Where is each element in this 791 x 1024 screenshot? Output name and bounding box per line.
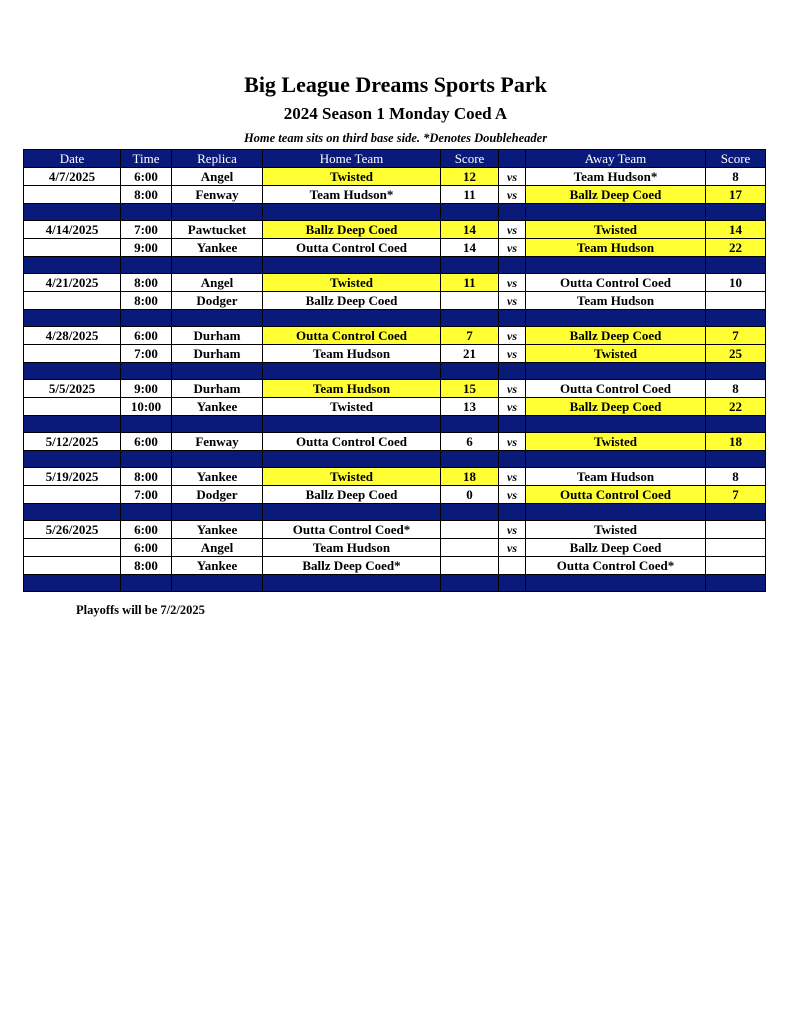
vs-cell: [499, 557, 526, 575]
vs-cell: vs: [499, 274, 526, 292]
vs-cell: vs: [499, 221, 526, 239]
away-score-cell: 22: [706, 239, 766, 257]
separator-cell: [441, 504, 499, 521]
separator-cell: [263, 204, 441, 221]
game-row: [24, 345, 766, 363]
separator-cell: [499, 204, 526, 221]
week-separator: [24, 575, 766, 592]
week-separator: [24, 363, 766, 380]
date-cell: 4/14/2025: [24, 221, 121, 239]
col-header-home-score: Score: [441, 150, 499, 168]
separator-cell: [263, 575, 441, 592]
replica-cell: Yankee: [172, 557, 263, 575]
separator-cell: [24, 363, 121, 380]
col-header-replica: Replica: [172, 150, 263, 168]
game-row: [24, 186, 766, 204]
separator-cell: [24, 504, 121, 521]
away-score-cell: [706, 557, 766, 575]
separator-cell: [526, 575, 706, 592]
time-cell: 10:00: [121, 398, 172, 416]
separator-cell: [526, 416, 706, 433]
separator-cell: [263, 416, 441, 433]
vs-cell: vs: [499, 433, 526, 451]
time-cell: 6:00: [121, 539, 172, 557]
replica-cell: Durham: [172, 345, 263, 363]
replica-cell: Dodger: [172, 292, 263, 310]
away-score-cell: [706, 521, 766, 539]
time-cell: 6:00: [121, 168, 172, 186]
separator-cell: [499, 257, 526, 274]
date-cell: [24, 398, 121, 416]
game-row: [24, 292, 766, 310]
vs-cell: vs: [499, 539, 526, 557]
col-header-home-team: Home Team: [263, 150, 441, 168]
game-row: [24, 168, 766, 186]
separator-cell: [526, 451, 706, 468]
separator-cell: [263, 451, 441, 468]
home-score-cell: 7: [441, 327, 499, 345]
date-cell: [24, 539, 121, 557]
separator-cell: [172, 451, 263, 468]
time-cell: 8:00: [121, 292, 172, 310]
separator-cell: [441, 363, 499, 380]
date-cell: [24, 345, 121, 363]
away-team-cell: Twisted: [526, 221, 706, 239]
time-cell: 7:00: [121, 345, 172, 363]
vs-cell: vs: [499, 380, 526, 398]
game-row: [24, 468, 766, 486]
away-team-cell: Team Hudson*: [526, 168, 706, 186]
date-cell: 5/5/2025: [24, 380, 121, 398]
replica-cell: Angel: [172, 539, 263, 557]
replica-cell: Yankee: [172, 468, 263, 486]
home-score-cell: 0: [441, 486, 499, 504]
separator-cell: [441, 310, 499, 327]
away-score-cell: [706, 292, 766, 310]
schedule-body: [24, 168, 766, 592]
away-score-cell: 18: [706, 433, 766, 451]
replica-cell: Fenway: [172, 186, 263, 204]
replica-cell: Angel: [172, 274, 263, 292]
time-cell: 6:00: [121, 327, 172, 345]
separator-cell: [172, 416, 263, 433]
game-row: [24, 274, 766, 292]
home-score-cell: 21: [441, 345, 499, 363]
home-team-cell: Team Hudson: [263, 539, 441, 557]
separator-cell: [499, 575, 526, 592]
date-cell: [24, 186, 121, 204]
separator-cell: [172, 310, 263, 327]
replica-cell: Durham: [172, 380, 263, 398]
separator-cell: [706, 204, 766, 221]
separator-cell: [24, 451, 121, 468]
vs-cell: vs: [499, 239, 526, 257]
separator-cell: [499, 451, 526, 468]
date-cell: 4/28/2025: [24, 327, 121, 345]
separator-cell: [24, 204, 121, 221]
separator-cell: [172, 504, 263, 521]
date-cell: 5/12/2025: [24, 433, 121, 451]
home-team-cell: Ballz Deep Coed: [263, 292, 441, 310]
separator-cell: [121, 257, 172, 274]
vs-cell: vs: [499, 468, 526, 486]
week-separator: [24, 504, 766, 521]
home-score-cell: [441, 539, 499, 557]
week-separator: [24, 310, 766, 327]
vs-cell: vs: [499, 168, 526, 186]
separator-cell: [706, 575, 766, 592]
vs-cell: vs: [499, 292, 526, 310]
col-header-away-score: Score: [706, 150, 766, 168]
separator-cell: [706, 363, 766, 380]
separator-cell: [24, 575, 121, 592]
away-team-cell: Team Hudson: [526, 292, 706, 310]
date-cell: [24, 557, 121, 575]
time-cell: 9:00: [121, 380, 172, 398]
game-row: [24, 539, 766, 557]
game-row: [24, 486, 766, 504]
separator-cell: [706, 257, 766, 274]
separator-cell: [499, 416, 526, 433]
separator-cell: [172, 363, 263, 380]
home-score-cell: [441, 557, 499, 575]
away-team-cell: Outta Control Coed*: [526, 557, 706, 575]
home-score-cell: [441, 292, 499, 310]
home-team-cell: Outta Control Coed: [263, 327, 441, 345]
home-team-cell: Ballz Deep Coed*: [263, 557, 441, 575]
col-header-date: Date: [24, 150, 121, 168]
col-header-time: Time: [121, 150, 172, 168]
home-team-cell: Outta Control Coed: [263, 433, 441, 451]
separator-cell: [24, 257, 121, 274]
replica-cell: Pawtucket: [172, 221, 263, 239]
home-team-cell: Ballz Deep Coed: [263, 221, 441, 239]
replica-cell: Yankee: [172, 521, 263, 539]
vs-cell: vs: [499, 327, 526, 345]
separator-cell: [121, 310, 172, 327]
separator-cell: [263, 363, 441, 380]
separator-cell: [263, 257, 441, 274]
away-team-cell: Team Hudson: [526, 468, 706, 486]
home-team-cell: Twisted: [263, 468, 441, 486]
game-row: [24, 398, 766, 416]
header-row: [24, 150, 766, 168]
separator-cell: [441, 416, 499, 433]
separator-cell: [263, 310, 441, 327]
time-cell: 9:00: [121, 239, 172, 257]
home-score-cell: 15: [441, 380, 499, 398]
date-cell: 5/19/2025: [24, 468, 121, 486]
home-team-cell: Twisted: [263, 274, 441, 292]
date-cell: [24, 292, 121, 310]
home-score-cell: 13: [441, 398, 499, 416]
separator-cell: [706, 310, 766, 327]
home-team-cell: Outta Control Coed*: [263, 521, 441, 539]
away-team-cell: Twisted: [526, 345, 706, 363]
week-separator: [24, 257, 766, 274]
away-team-cell: Twisted: [526, 433, 706, 451]
home-score-cell: 12: [441, 168, 499, 186]
vs-cell: vs: [499, 398, 526, 416]
away-score-cell: 7: [706, 486, 766, 504]
home-score-cell: [441, 521, 499, 539]
replica-cell: Fenway: [172, 433, 263, 451]
home-score-cell: 14: [441, 221, 499, 239]
page-subtitle: 2024 Season 1 Monday Coed A: [283, 104, 508, 123]
date-cell: [24, 486, 121, 504]
separator-cell: [499, 504, 526, 521]
vs-cell: vs: [499, 345, 526, 363]
separator-cell: [441, 451, 499, 468]
replica-cell: Yankee: [172, 239, 263, 257]
home-score-cell: 6: [441, 433, 499, 451]
separator-cell: [172, 204, 263, 221]
game-row: [24, 239, 766, 257]
home-team-cell: Team Hudson: [263, 345, 441, 363]
schedule-table: [23, 149, 766, 592]
separator-cell: [263, 504, 441, 521]
away-score-cell: 25: [706, 345, 766, 363]
away-score-cell: 17: [706, 186, 766, 204]
vs-cell: vs: [499, 486, 526, 504]
away-score-cell: 7: [706, 327, 766, 345]
separator-cell: [526, 257, 706, 274]
date-cell: 5/26/2025: [24, 521, 121, 539]
away-score-cell: 8: [706, 468, 766, 486]
separator-cell: [526, 363, 706, 380]
replica-cell: Angel: [172, 168, 263, 186]
vs-cell: vs: [499, 186, 526, 204]
game-row: [24, 327, 766, 345]
away-score-cell: 8: [706, 168, 766, 186]
separator-cell: [526, 204, 706, 221]
vs-cell: vs: [499, 521, 526, 539]
separator-cell: [441, 575, 499, 592]
replica-cell: Yankee: [172, 398, 263, 416]
away-team-cell: Twisted: [526, 521, 706, 539]
home-team-cell: Team Hudson*: [263, 186, 441, 204]
game-row: [24, 433, 766, 451]
col-header-vs: [499, 150, 526, 168]
away-score-cell: 10: [706, 274, 766, 292]
away-team-cell: Ballz Deep Coed: [526, 539, 706, 557]
separator-cell: [121, 363, 172, 380]
separator-cell: [121, 504, 172, 521]
playoffs-note: Playoffs will be 7/2/2025: [76, 603, 205, 617]
home-team-cell: Twisted: [263, 398, 441, 416]
away-score-cell: [706, 539, 766, 557]
replica-cell: Dodger: [172, 486, 263, 504]
separator-cell: [121, 416, 172, 433]
away-score-cell: 8: [706, 380, 766, 398]
replica-cell: Durham: [172, 327, 263, 345]
doubleheader-note: Home team sits on third base side. *Denotes Doubleheader: [243, 131, 548, 145]
separator-cell: [441, 257, 499, 274]
away-team-cell: Outta Control Coed: [526, 486, 706, 504]
time-cell: 8:00: [121, 468, 172, 486]
week-separator: [24, 451, 766, 468]
home-score-cell: 11: [441, 186, 499, 204]
separator-cell: [24, 416, 121, 433]
separator-cell: [706, 416, 766, 433]
separator-cell: [526, 504, 706, 521]
time-cell: 8:00: [121, 186, 172, 204]
col-header-away-team: Away Team: [526, 150, 706, 168]
date-cell: [24, 239, 121, 257]
separator-cell: [499, 310, 526, 327]
separator-cell: [121, 575, 172, 592]
separator-cell: [121, 451, 172, 468]
home-score-cell: 11: [441, 274, 499, 292]
page-title: Big League Dreams Sports Park: [244, 72, 547, 97]
game-row: [24, 380, 766, 398]
away-score-cell: 14: [706, 221, 766, 239]
home-team-cell: Twisted: [263, 168, 441, 186]
separator-cell: [706, 504, 766, 521]
week-separator: [24, 204, 766, 221]
game-row: [24, 521, 766, 539]
home-team-cell: Ballz Deep Coed: [263, 486, 441, 504]
away-team-cell: Ballz Deep Coed: [526, 398, 706, 416]
away-team-cell: Outta Control Coed: [526, 380, 706, 398]
away-team-cell: Outta Control Coed: [526, 274, 706, 292]
time-cell: 7:00: [121, 221, 172, 239]
week-separator: [24, 416, 766, 433]
game-row: [24, 557, 766, 575]
away-score-cell: 22: [706, 398, 766, 416]
date-cell: 4/7/2025: [24, 168, 121, 186]
home-score-cell: 18: [441, 468, 499, 486]
separator-cell: [441, 204, 499, 221]
away-team-cell: Ballz Deep Coed: [526, 186, 706, 204]
away-team-cell: Team Hudson: [526, 239, 706, 257]
separator-cell: [24, 310, 121, 327]
time-cell: 7:00: [121, 486, 172, 504]
date-cell: 4/21/2025: [24, 274, 121, 292]
separator-cell: [121, 204, 172, 221]
game-row: [24, 221, 766, 239]
time-cell: 6:00: [121, 521, 172, 539]
separator-cell: [172, 575, 263, 592]
home-team-cell: Team Hudson: [263, 380, 441, 398]
away-team-cell: Ballz Deep Coed: [526, 327, 706, 345]
separator-cell: [706, 451, 766, 468]
time-cell: 6:00: [121, 433, 172, 451]
separator-cell: [499, 363, 526, 380]
time-cell: 8:00: [121, 274, 172, 292]
time-cell: 8:00: [121, 557, 172, 575]
separator-cell: [172, 257, 263, 274]
home-score-cell: 14: [441, 239, 499, 257]
separator-cell: [526, 310, 706, 327]
home-team-cell: Outta Control Coed: [263, 239, 441, 257]
